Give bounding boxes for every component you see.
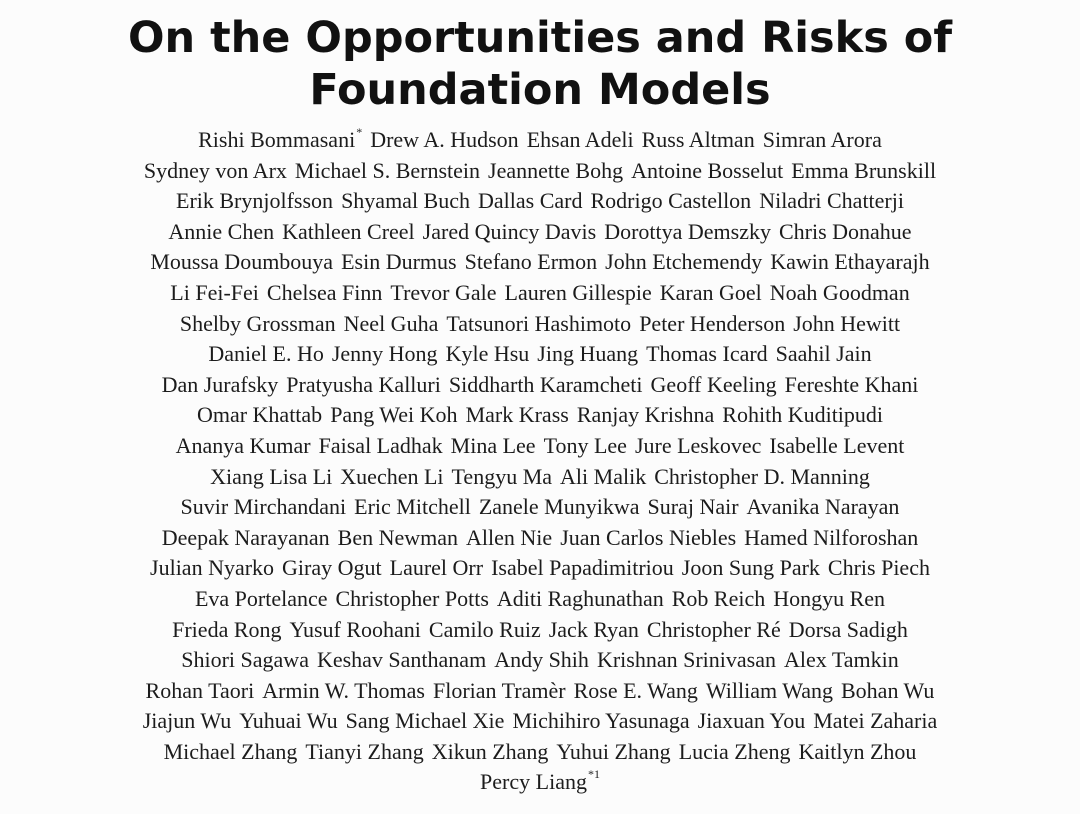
author-name [168, 217, 274, 248]
author-name-text: Michihiro Yasunaga [512, 708, 690, 734]
author-name-text: Armin W. Thomas [262, 677, 425, 703]
author-name-text: Chelsea Finn [266, 279, 383, 305]
author-name-text: Trevor Gale [390, 279, 497, 305]
author-name [497, 584, 664, 615]
author-name-text: Jenny Hong [331, 341, 438, 367]
author-name-text: Suraj Nair [647, 494, 739, 520]
author-name-text: Dorsa Sadigh [788, 616, 908, 642]
author-name-text: Geoff Keeling [650, 371, 777, 397]
author-name [295, 156, 480, 187]
author-name [172, 615, 281, 646]
author-name [465, 247, 598, 278]
author-name [466, 400, 569, 431]
author-name [773, 584, 885, 615]
author-name [390, 278, 496, 309]
author-name [549, 615, 639, 646]
author-name [791, 156, 936, 187]
author-name [180, 309, 336, 340]
author-name-text: Mark Krass [465, 402, 569, 428]
author-name-text: Jing Huang [537, 341, 639, 367]
author-name-text: Niladri Chatterji [759, 188, 904, 214]
author-name [290, 615, 421, 646]
author-name [779, 217, 912, 248]
author-line [0, 462, 1080, 493]
author-name-text: Annie Chen [168, 218, 275, 244]
author-name-text: Jeannette Bohg [488, 157, 624, 183]
author-name [478, 186, 582, 217]
author-name [340, 462, 443, 493]
author-name [390, 553, 483, 584]
author-name-text: Erik Brynjolfsson [176, 188, 334, 214]
author-name [170, 278, 259, 309]
author-name [639, 309, 785, 340]
author-name [597, 645, 776, 676]
author-line [0, 737, 1080, 768]
author-name [144, 156, 287, 187]
author-name-text: Tengyu Ma [451, 463, 553, 489]
author-name [480, 767, 600, 798]
author-name [841, 676, 934, 707]
author-name [319, 431, 443, 462]
author-name [452, 462, 553, 493]
author-name-text: Suvir Mirchandani [180, 494, 347, 520]
author-name [330, 400, 457, 431]
author-name [605, 247, 762, 278]
author-name [698, 706, 806, 737]
author-line [0, 645, 1080, 676]
author-name [162, 523, 330, 554]
author-name-text: Kaitlyn Zhou [798, 738, 917, 764]
author-line [0, 767, 1080, 798]
author-name-text: Fereshte Khani [784, 371, 919, 397]
author-name-text: Joon Sung Park [681, 555, 820, 581]
author-name [208, 339, 323, 370]
author-name-text: Eva Portelance [194, 585, 328, 611]
author-name-text: Antoine Bosselut [631, 157, 784, 183]
author-name [651, 370, 777, 401]
author-name-text: Sang Michael Xie [345, 708, 505, 734]
author-name-text: Rishi Bommasani [198, 127, 356, 152]
author-line [0, 339, 1080, 370]
author-name [181, 492, 347, 523]
author-name [744, 523, 918, 554]
author-name-text: Laurel Orr [389, 555, 484, 581]
author-name-text: Deepak Narayanan [161, 524, 330, 550]
author-name [672, 584, 766, 615]
author-name-text: Keshav Santhanam [316, 647, 487, 673]
author-affiliation-mark: * [356, 124, 363, 139]
author-name [146, 676, 255, 707]
author-name [198, 125, 362, 156]
author-name-text: Rodrigo Castellon [590, 188, 752, 214]
author-name [706, 676, 833, 707]
author-name-text: Juan Carlos Niebles [560, 524, 737, 550]
author-name [574, 676, 698, 707]
author-line [0, 156, 1080, 187]
author-name-text: Ben Newman [337, 524, 459, 550]
author-name-text: Kathleen Creel [282, 218, 415, 244]
author-name-text: Noah Goodman [769, 279, 910, 305]
author-name [338, 523, 458, 554]
author-name [604, 217, 771, 248]
author-name-text: Pratyusha Kalluri [286, 371, 441, 397]
author-name-text: John Etchemendy [605, 249, 763, 275]
author-name-text: Jiajun Wu [142, 708, 232, 734]
author-name-text: John Hewitt [793, 310, 901, 336]
author-name [660, 278, 762, 309]
author-name-text: Ehsan Adeli [526, 127, 634, 152]
author-name [512, 706, 689, 737]
author-line [0, 125, 1080, 156]
author-name-text: Zanele Munyikwa [478, 494, 640, 520]
author-name [527, 125, 634, 156]
author-name [423, 217, 597, 248]
author-line [0, 615, 1080, 646]
author-name [647, 615, 781, 646]
author-name [354, 492, 471, 523]
author-name [336, 584, 489, 615]
author-line [0, 217, 1080, 248]
author-name [344, 309, 439, 340]
author-name [332, 339, 438, 370]
author-name [176, 186, 333, 217]
author-line [0, 278, 1080, 309]
author-name-text: Xuechen Li [340, 463, 444, 489]
paper-title [0, 0, 1080, 116]
author-name [210, 462, 332, 493]
author-name-text: Emma Brunskill [791, 157, 937, 183]
author-name-text: Thomas Icard [646, 341, 768, 367]
author-name-text: Frieda Rong [172, 616, 282, 642]
author-name [813, 706, 937, 737]
author-name [446, 309, 631, 340]
title-line: Foundation Models [309, 65, 771, 115]
author-name [433, 676, 566, 707]
author-name [282, 553, 382, 584]
author-name [631, 156, 783, 187]
author-name-text: Lauren Gillespie [504, 279, 652, 305]
author-name-text: Jack Ryan [548, 616, 639, 642]
author-name-text: Rohan Taori [145, 677, 255, 703]
author-name-text: Christopher Potts [335, 585, 489, 611]
author-name-text: Rohith Kuditipudi [722, 402, 884, 428]
author-name-text: Ali Malik [560, 463, 647, 489]
author-name [577, 400, 714, 431]
author-name [346, 706, 505, 737]
author-name-text: Shelby Grossman [179, 310, 336, 336]
author-name [176, 431, 311, 462]
author-name-text: Stefano Ermon [464, 249, 598, 275]
author-name-text: Mina Lee [450, 432, 536, 458]
author-name [449, 370, 643, 401]
author-name-text: Michael Zhang [163, 738, 298, 764]
author-line [0, 186, 1080, 217]
author-name-text: Bohan Wu [841, 677, 935, 703]
author-name [642, 125, 755, 156]
author-line [0, 431, 1080, 462]
author-name [432, 737, 549, 768]
author-name [505, 278, 652, 309]
author-name [828, 553, 930, 584]
author-name-text: Alex Tamkin [783, 647, 899, 673]
author-name-text: Dorottya Demszky [604, 218, 771, 244]
author-name [769, 431, 904, 462]
author-name [798, 737, 916, 768]
author-name-text: Neel Guha [343, 310, 439, 336]
author-name [262, 676, 425, 707]
author-line [0, 706, 1080, 737]
author-line [0, 247, 1080, 278]
author-name-text: Drew A. Hudson [370, 127, 519, 152]
author-name-text: Chris Piech [827, 555, 930, 581]
author-name-text: Chris Donahue [778, 218, 912, 244]
author-name [784, 645, 899, 676]
author-name [181, 645, 309, 676]
author-line [0, 553, 1080, 584]
author-name-text: Dallas Card [478, 188, 583, 214]
author-name-text: Tatsunori Hashimoto [446, 310, 632, 336]
author-name [494, 645, 589, 676]
author-name-text: Omar Khattab [196, 402, 323, 428]
author-name [646, 339, 768, 370]
author-name-text: Krishnan Srinivasan [596, 647, 776, 673]
author-name [305, 737, 423, 768]
author-name [785, 370, 919, 401]
author-name [491, 553, 674, 584]
author-name-text: Moussa Doumbouya [150, 249, 334, 275]
author-name [370, 125, 519, 156]
author-name-text: Andy Shih [494, 647, 589, 673]
author-name [195, 584, 328, 615]
author-name-text: Ranjay Krishna [576, 402, 715, 428]
author-name-text: Percy Liang [480, 769, 587, 795]
author-name [341, 186, 470, 217]
author-line [0, 309, 1080, 340]
author-name-text: Li Fei-Fei [170, 279, 259, 305]
author-name-text: Allen Nie [466, 524, 553, 550]
author-name [197, 400, 322, 431]
author-name-text: Eric Mitchell [354, 494, 471, 520]
author-name-text: Aditi Raghunathan [496, 585, 664, 611]
author-name [648, 492, 739, 523]
author-name [770, 247, 929, 278]
author-name [682, 553, 820, 584]
author-name [267, 278, 383, 309]
author-name-text: Julian Nyarko [150, 555, 275, 581]
author-line [0, 492, 1080, 523]
author-name [763, 125, 882, 156]
author-name [446, 339, 530, 370]
author-name-text: Jiaxuan You [697, 708, 806, 734]
author-name [150, 247, 333, 278]
author-name [282, 217, 415, 248]
author-name-text: Saahil Jain [775, 341, 872, 367]
author-name-text: Kawin Ethayarajh [770, 249, 930, 275]
author-name-text: Camilo Ruiz [428, 616, 541, 642]
author-name [590, 186, 751, 217]
author-name [317, 645, 486, 676]
author-name-text: Rob Reich [671, 585, 766, 611]
author-name [451, 431, 536, 462]
author-name [789, 615, 908, 646]
author-name-text: Tianyi Zhang [305, 738, 424, 764]
author-name-text: Shiori Sagawa [181, 647, 309, 673]
author-name-text: Isabel Papadimitriou [491, 555, 674, 581]
author-line [0, 370, 1080, 401]
author-name-text: Xiang Lisa Li [210, 463, 333, 489]
author-name-text: William Wang [705, 677, 833, 703]
author-name [560, 462, 646, 493]
author-name [429, 615, 541, 646]
author-name-text: Lucia Zheng [678, 738, 791, 764]
author-name-text: Daniel E. Ho [208, 341, 324, 367]
author-name [341, 247, 457, 278]
author-name-text: Giray Ogut [282, 555, 382, 581]
author-name [722, 400, 883, 431]
author-line [0, 523, 1080, 554]
author-name-text: Isabelle Levent [769, 432, 905, 458]
author-name-text: Christopher D. Manning [654, 463, 870, 489]
author-name-text: Yuhui Zhang [556, 738, 671, 764]
author-name-text: Avanika Narayan [746, 494, 900, 520]
author-name [759, 186, 904, 217]
author-name-text: Dan Jurafsky [161, 371, 279, 397]
author-name-text: Pang Wei Koh [330, 402, 458, 428]
author-list [0, 125, 1080, 798]
author-line [0, 676, 1080, 707]
author-name [560, 523, 736, 554]
author-name [747, 492, 900, 523]
author-name-text: Faisal Ladhak [318, 432, 443, 458]
author-affiliation-mark: *1 [587, 767, 600, 782]
author-name-text: Russ Altman [641, 127, 755, 152]
author-name-text: Rose E. Wang [573, 677, 698, 703]
author-name-text: Jared Quincy Davis [422, 218, 597, 244]
author-name-text: Simran Arora [762, 127, 882, 152]
title-line: On the Opportunities and Risks of [127, 13, 953, 63]
author-name-text: Xikun Zhang [431, 738, 549, 764]
author-name [466, 523, 552, 554]
author-name-text: Florian Tramèr [432, 677, 566, 703]
author-name-text: Hamed Nilforoshan [744, 524, 919, 550]
author-name-text: Ananya Kumar [175, 432, 311, 458]
author-name [776, 339, 872, 370]
author-name-text: Yusuf Roohani [289, 616, 421, 642]
author-name [635, 431, 761, 462]
author-name-text: Yuhuai Wu [239, 708, 338, 734]
author-name [162, 370, 279, 401]
author-name-text: Tony Lee [543, 432, 627, 458]
author-name-text: Shyamal Buch [341, 188, 470, 214]
author-name [556, 737, 670, 768]
author-name-text: Kyle Hsu [445, 341, 530, 367]
author-name-text: Hongyu Ren [773, 585, 886, 611]
author-name-text: Peter Henderson [639, 310, 786, 336]
author-line [0, 400, 1080, 431]
author-name [239, 706, 337, 737]
author-name [544, 431, 627, 462]
author-name-text: Jure Leskovec [634, 432, 762, 458]
author-name [150, 553, 274, 584]
author-name-text: Karan Goel [659, 279, 762, 305]
author-name [793, 309, 900, 340]
author-name-text: Matei Zaharia [813, 708, 938, 734]
author-name [770, 278, 910, 309]
author-name-text: Christopher Ré [646, 616, 781, 642]
author-name-text: Sydney von Arx [143, 157, 287, 183]
author-name [143, 706, 232, 737]
author-name [654, 462, 870, 493]
author-line [0, 584, 1080, 615]
author-name [537, 339, 638, 370]
author-name-text: Esin Durmus [341, 249, 457, 275]
author-name-text: Siddharth Karamcheti [448, 371, 643, 397]
author-name [479, 492, 640, 523]
author-name [164, 737, 298, 768]
author-name [286, 370, 441, 401]
author-name [679, 737, 791, 768]
author-name-text: Michael S. Bernstein [294, 157, 481, 183]
author-name [488, 156, 623, 187]
